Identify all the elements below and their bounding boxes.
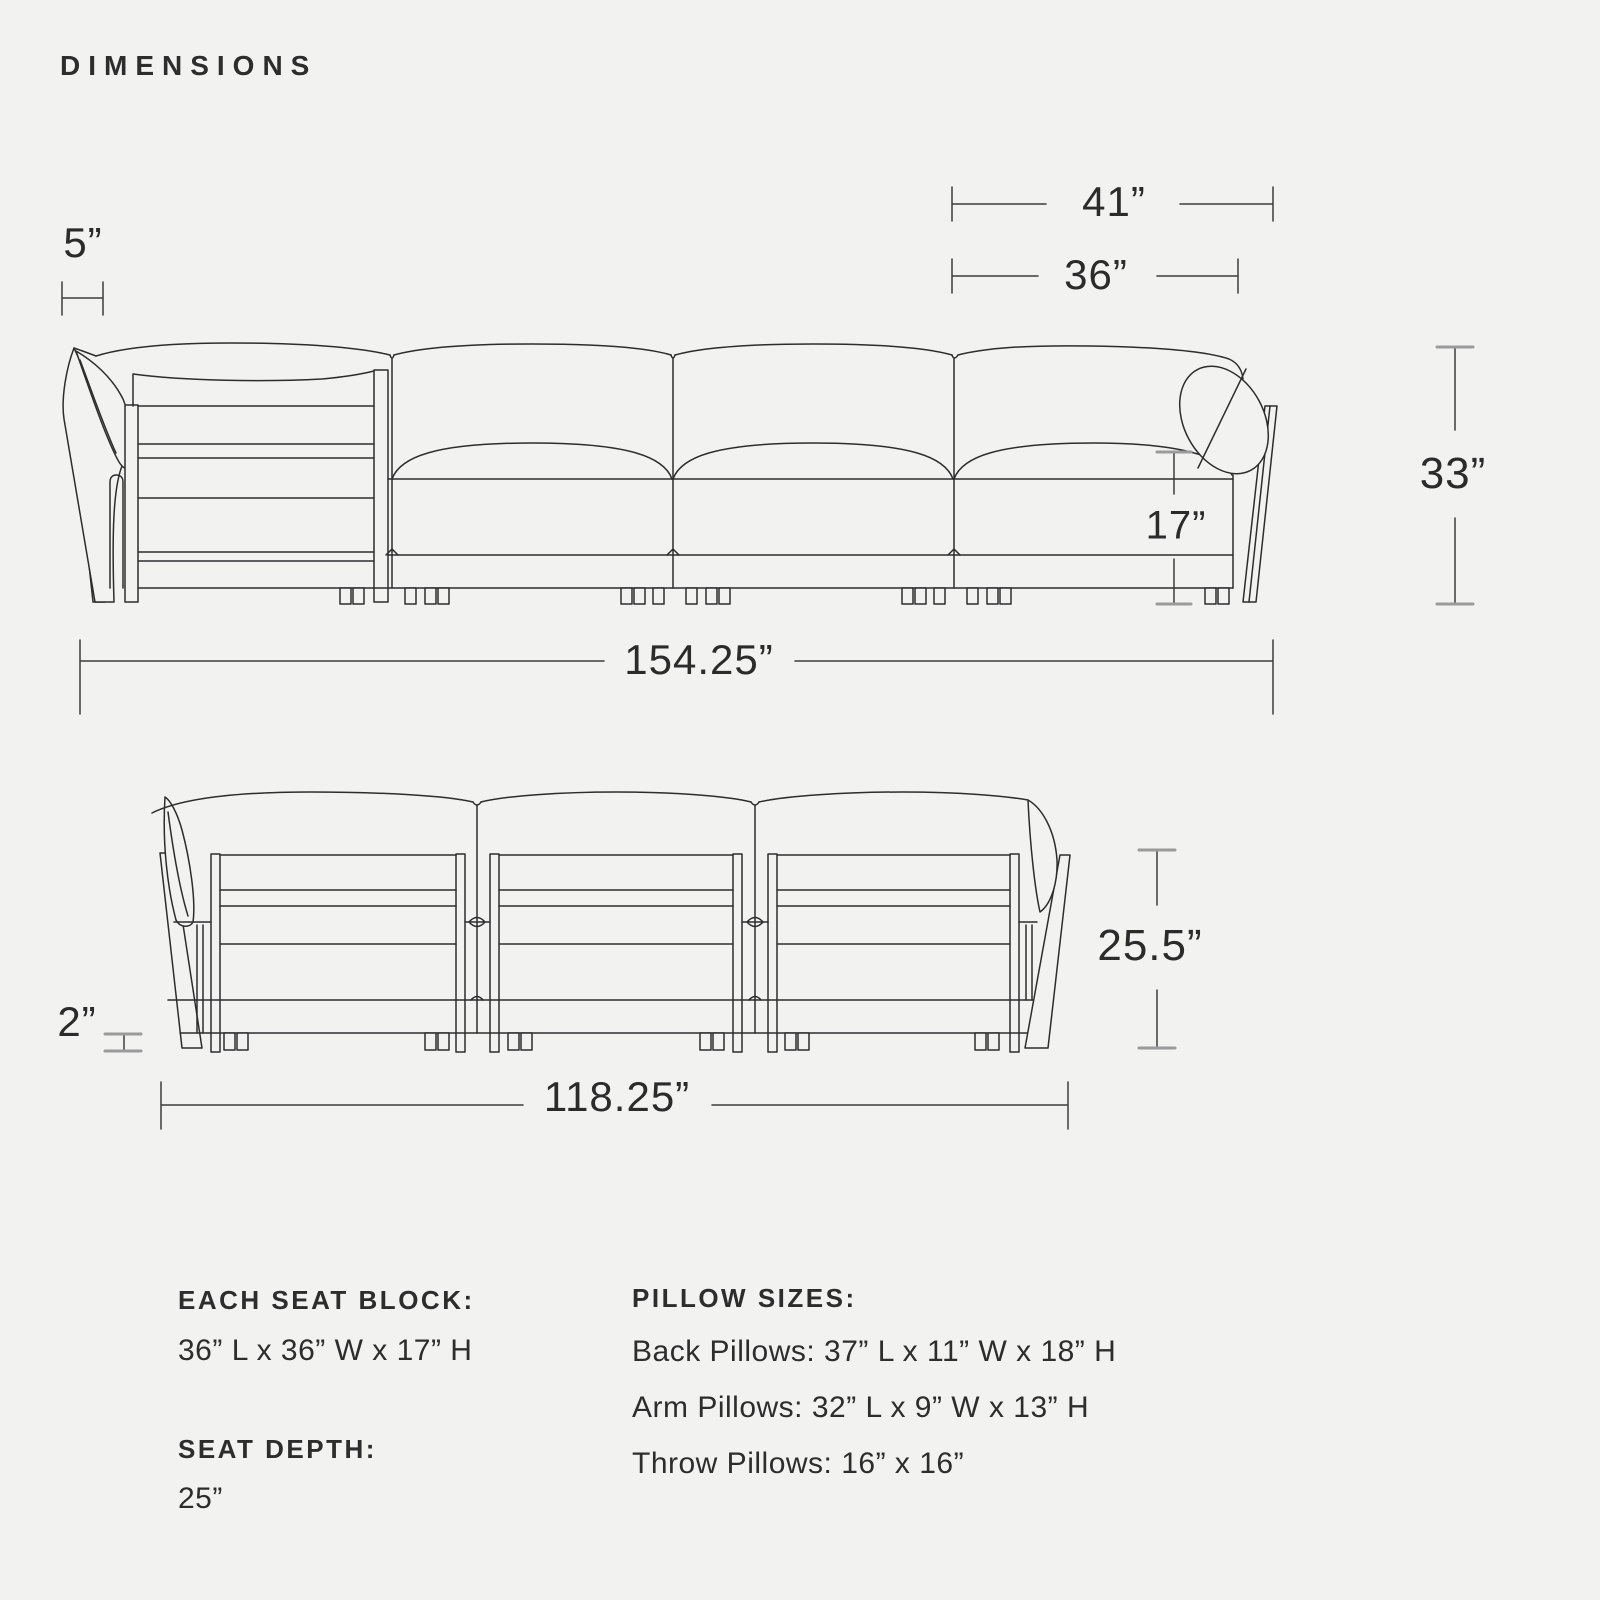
leg xyxy=(915,588,926,604)
seat-depth-heading: SEAT DEPTH: xyxy=(178,1434,377,1464)
side-view-legs xyxy=(340,588,1229,604)
frame-rail xyxy=(777,855,1010,944)
frame-rail xyxy=(220,855,456,944)
dim-label-total-height: 33” xyxy=(1419,449,1487,498)
leg xyxy=(521,1033,532,1050)
seat-block-heading: EACH SEAT BLOCK: xyxy=(178,1285,475,1315)
seat-depth-value: 25” xyxy=(178,1482,223,1515)
seat-block-value: 36” L x 36” W x 17” H xyxy=(178,1334,473,1367)
module-frames xyxy=(211,854,1019,1052)
dim-label-seat-block: 36” xyxy=(1064,251,1128,298)
pillow-sizes-heading: PILLOW SIZES: xyxy=(632,1283,857,1313)
corner-cushion-edge xyxy=(133,371,374,406)
leg xyxy=(634,588,645,604)
back-view-legs xyxy=(224,1033,999,1050)
pillow-back-value: Back Pillows: 37” L x 11” W x 18” H xyxy=(632,1335,1117,1368)
dim-label-back-height: 25.5” xyxy=(1097,921,1203,970)
leg xyxy=(987,588,998,604)
frame-rail xyxy=(499,855,733,944)
leg xyxy=(967,588,978,604)
right-arm-strip xyxy=(1026,925,1032,1000)
leg xyxy=(438,1033,449,1050)
module-dividers xyxy=(386,358,960,588)
leg xyxy=(425,1033,436,1050)
dim-label-seat-height: 17” xyxy=(1145,503,1207,548)
back-cushion-outline xyxy=(74,343,1243,379)
dim-line-5 xyxy=(62,282,103,315)
leg xyxy=(785,1033,796,1050)
frame-post xyxy=(211,854,220,1052)
leg xyxy=(1205,588,1216,604)
frame-post xyxy=(490,854,499,1052)
leg xyxy=(706,588,717,604)
side-view-drawing xyxy=(63,343,1286,604)
frame-post xyxy=(733,854,742,1052)
leg xyxy=(988,1033,999,1050)
seat-cushions xyxy=(392,443,1232,479)
leg xyxy=(975,1033,986,1050)
leg xyxy=(237,1033,248,1050)
leg xyxy=(425,588,436,604)
leg xyxy=(934,588,945,604)
leg xyxy=(438,588,449,604)
frame-post xyxy=(125,405,138,602)
back-view-drawing xyxy=(152,792,1070,1052)
leg xyxy=(653,588,664,604)
leg xyxy=(621,588,632,604)
pillow-throw-value: Throw Pillows: 16” x 16” xyxy=(632,1447,965,1480)
leg xyxy=(686,588,697,604)
leg xyxy=(713,1033,724,1050)
module-dividers xyxy=(469,805,763,1033)
leg xyxy=(353,588,364,604)
leg xyxy=(1218,588,1229,604)
back-cushion-outline xyxy=(152,792,1028,813)
leg xyxy=(405,588,416,604)
frame-post xyxy=(456,854,465,1052)
dim-label-total-width: 154.25” xyxy=(624,636,774,683)
frame-post xyxy=(374,370,388,602)
leg xyxy=(902,588,913,604)
leg xyxy=(719,588,730,604)
dim-tick xyxy=(105,1034,141,1051)
frame-post xyxy=(768,854,777,1052)
dim-label-corner-block: 41” xyxy=(1082,178,1146,225)
corner-frame xyxy=(125,370,388,602)
frame-post xyxy=(1010,854,1019,1052)
dim-label-total-depth: 118.25” xyxy=(543,1073,691,1120)
leg xyxy=(798,1033,809,1050)
dim-label-arm-width: 5” xyxy=(63,219,103,266)
leg xyxy=(700,1033,711,1050)
leg xyxy=(508,1033,519,1050)
leg xyxy=(224,1033,235,1050)
dim-label-leg-height: 2” xyxy=(57,998,97,1045)
leg xyxy=(340,588,351,604)
pillow-arm-value: Arm Pillows: 32” L x 9” W x 13” H xyxy=(632,1391,1090,1424)
page-title: DIMENSIONS xyxy=(60,50,318,81)
leg xyxy=(1000,588,1011,604)
